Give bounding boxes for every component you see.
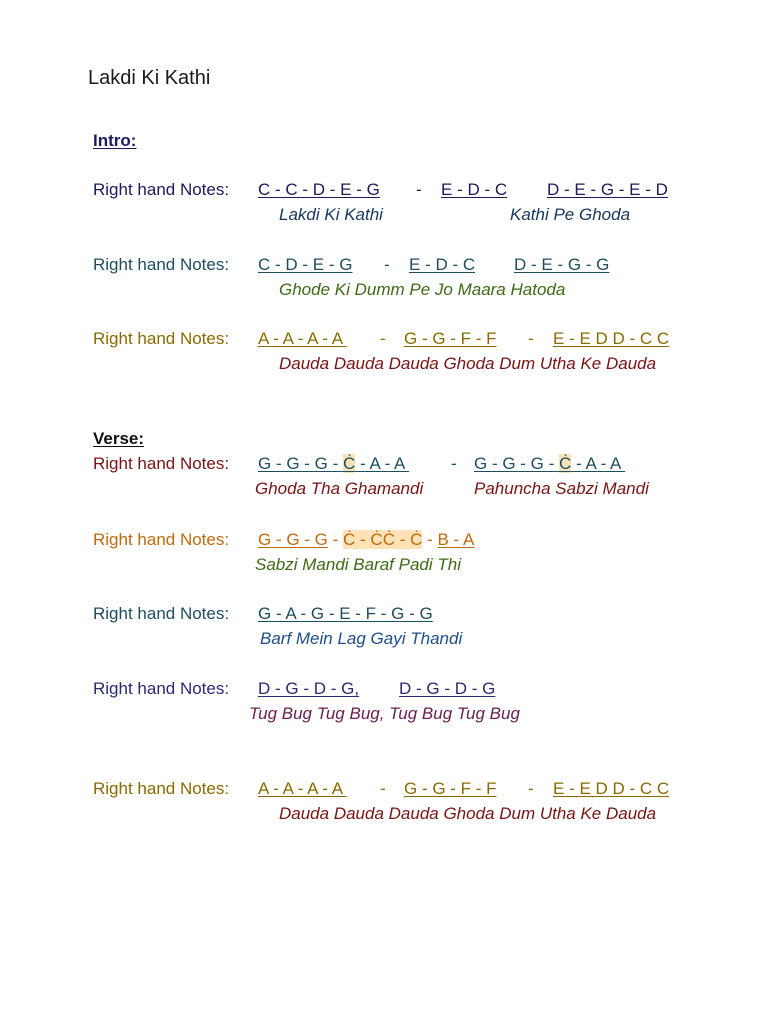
notes-group: E - D - C <box>441 180 508 199</box>
notes-text: B - A <box>437 530 475 549</box>
lyrics-text: Dauda Dauda Dauda Ghoda Dum Utha Ke Dauda <box>279 354 657 373</box>
highlighted-notes: Ċ - ĊĊ - Ċ <box>343 530 423 549</box>
lyrics-text: Kathi Pe Ghoda <box>510 205 631 224</box>
separator: - <box>332 530 339 549</box>
separator: - <box>451 454 457 473</box>
lyrics-text: Lakdi Ki Kathi <box>279 205 383 224</box>
section-heading-verse: Verse: <box>93 429 145 448</box>
lyrics-text: Tug Bug Tug Bug, Tug Bug Tug Bug <box>249 704 520 723</box>
notes-text: G - G - G - <box>474 454 555 473</box>
notes-label: Right hand Notes: <box>93 454 230 473</box>
notes-group: G - G - F - F <box>404 779 497 798</box>
notes-group: E - E D D - C C <box>553 329 670 348</box>
lyrics-text: Ghoda Tha Ghamandi <box>255 479 424 498</box>
notes-label: Right hand Notes: <box>93 604 230 623</box>
notes-group: C - C - D - E - G <box>258 180 380 199</box>
highlighted-note: Ċ <box>343 454 356 473</box>
notes-group <box>474 455 625 472</box>
notes-text: - A - A <box>576 454 626 473</box>
notes-text: - A - A <box>360 454 410 473</box>
notes-label: Right hand Notes: <box>93 530 230 549</box>
separator: - <box>380 329 386 348</box>
notes-label: Right hand Notes: <box>93 329 230 348</box>
notes-group: E - D - C <box>409 255 476 274</box>
highlighted-note: Ċ <box>559 454 572 473</box>
lyrics-text: Dauda Dauda Dauda Ghoda Dum Utha Ke Dauda <box>279 804 657 823</box>
notes-group <box>258 531 474 548</box>
separator: - <box>416 180 422 199</box>
notes-group: D - G - D - G <box>399 679 496 698</box>
lyrics-text: Barf Mein Lag Gayi Thandi <box>260 629 463 648</box>
notes-group: A - A - A - A <box>258 329 347 348</box>
notes-group: D - E - G - E - D <box>547 180 668 199</box>
section-heading-intro: Intro: <box>93 131 137 150</box>
notes-label: Right hand Notes: <box>93 180 230 199</box>
notes-group: D - G - D - G, <box>258 679 360 698</box>
separator: - <box>427 530 433 549</box>
notes-group: C - D - E - G <box>258 255 353 274</box>
lyrics-text: Ghode Ki Dumm Pe Jo Maara Hatoda <box>279 280 566 299</box>
notes-text: G - G - G <box>258 530 328 549</box>
lyrics-text: Pahuncha Sabzi Mandi <box>474 479 649 498</box>
notes-label: Right hand Notes: <box>93 679 230 698</box>
notes-group: G - G - F - F <box>404 329 497 348</box>
page-title: Lakdi Ki Kathi <box>88 67 211 89</box>
notes-label: Right hand Notes: <box>93 779 230 798</box>
notes-group: D - E - G - G <box>514 255 610 274</box>
separator: - <box>528 329 534 348</box>
separator: - <box>384 255 390 274</box>
lyrics-text: Sabzi Mandi Baraf Padi Thi <box>255 555 461 574</box>
separator: - <box>380 779 386 798</box>
notes-text: G - G - G - <box>258 454 339 473</box>
notes-label: Right hand Notes: <box>93 255 230 274</box>
separator: - <box>528 779 534 798</box>
notes-group: E - E D D - C C <box>553 779 670 798</box>
notes-group: G - A - G - E - F - G - G <box>258 604 433 623</box>
notes-group <box>258 455 409 472</box>
notes-group: A - A - A - A <box>258 779 347 798</box>
